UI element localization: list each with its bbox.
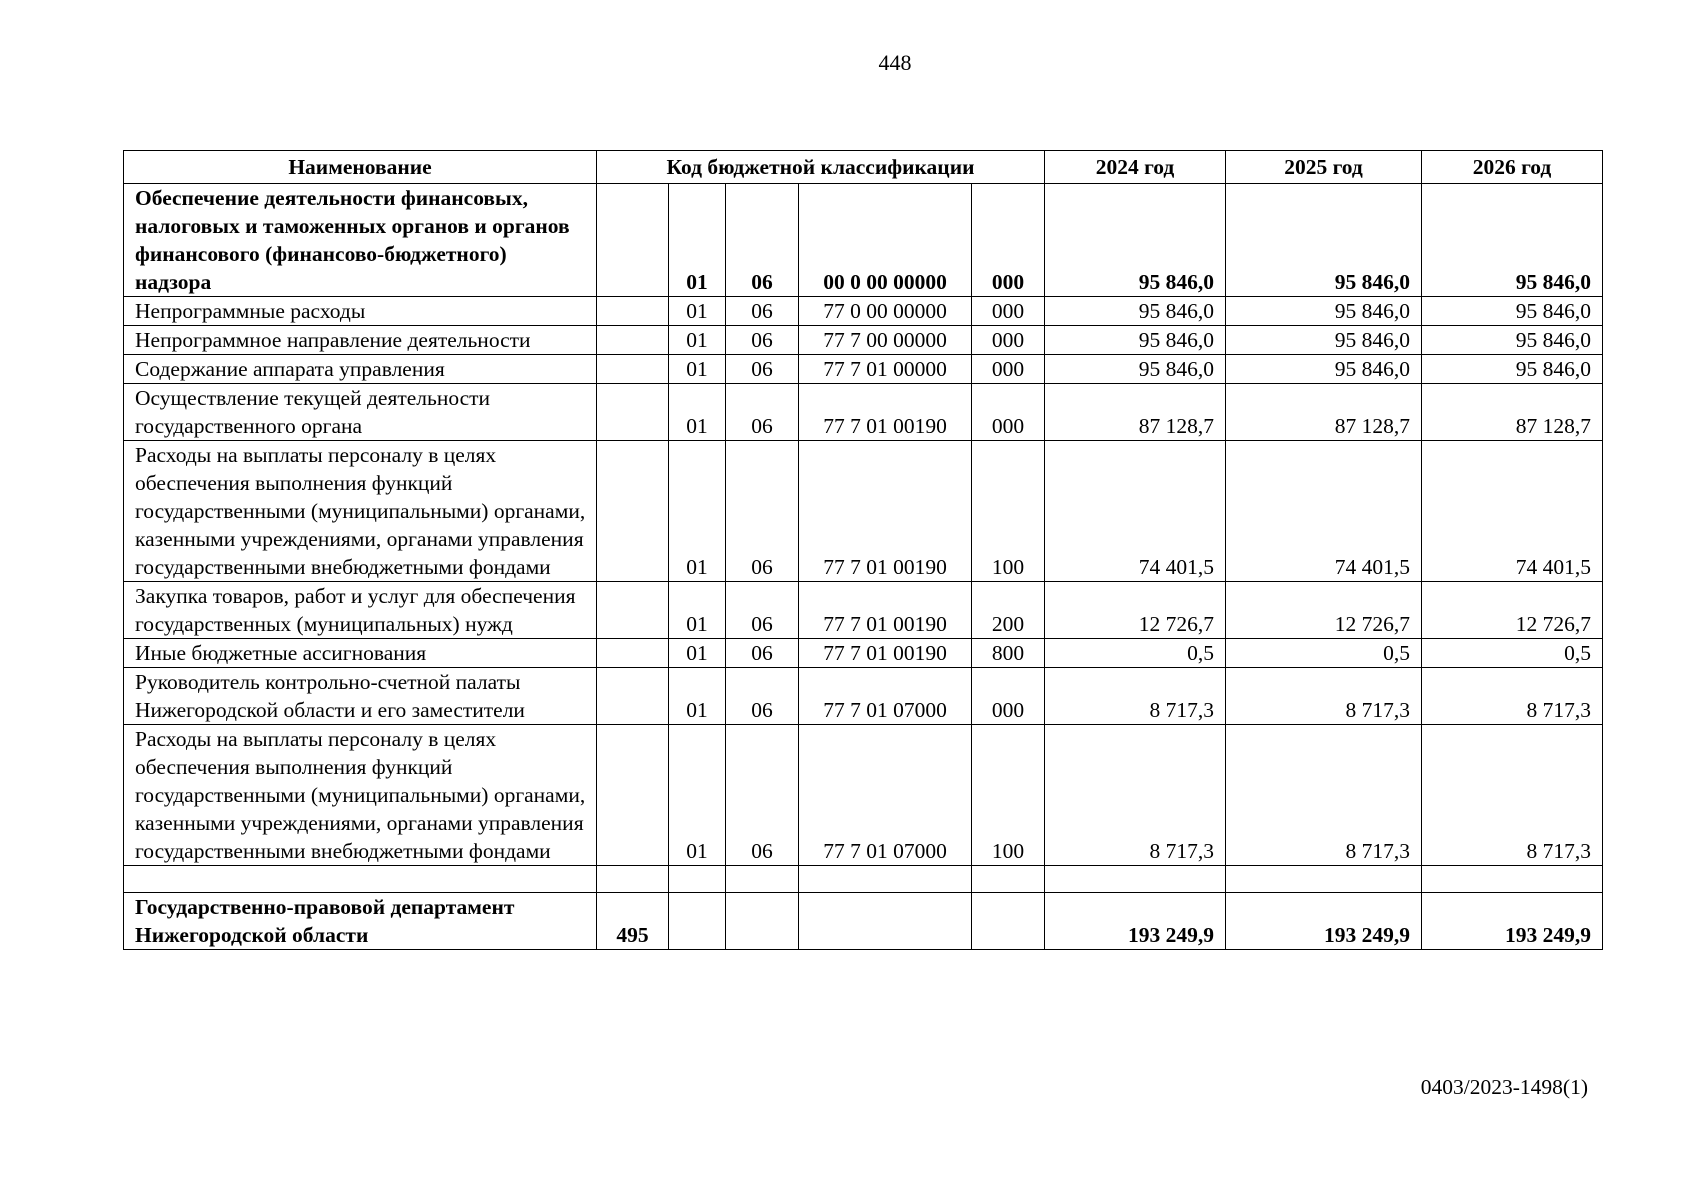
row-amount-2026: 8 717,3: [1422, 668, 1603, 725]
row-amount-2025: 87 128,7: [1226, 384, 1422, 441]
table-row: [124, 384, 1603, 441]
row-amount-2024: 95 846,0: [1045, 297, 1226, 326]
row-amount-2024: 8 717,3: [1045, 725, 1226, 866]
row-name: [124, 866, 597, 893]
row-amount-2025: 193 249,9: [1226, 893, 1422, 950]
table-row: [124, 893, 1603, 950]
row-section-code: 01: [669, 639, 726, 668]
header-2026: 2026 год: [1422, 151, 1603, 184]
row-name: Непрограммные расходы: [124, 297, 597, 326]
row-subsection-code: 06: [726, 384, 799, 441]
row-amount-2025: 8 717,3: [1226, 725, 1422, 866]
table-row: [124, 582, 1603, 639]
table-row: [124, 184, 1603, 297]
row-amount-2026: 95 846,0: [1422, 326, 1603, 355]
row-target-article-code: 77 7 01 00190: [799, 639, 972, 668]
row-expense-type-code: 000: [972, 355, 1045, 384]
row-dept-code: [597, 384, 669, 441]
table-row: [124, 639, 1603, 668]
row-subsection-code: 06: [726, 441, 799, 582]
row-section-code: 01: [669, 582, 726, 639]
budget-table: [123, 150, 1603, 950]
row-name: Закупка товаров, работ и услуг для обеспечения государственных (муниципальных) нужд: [124, 582, 597, 639]
row-name: Обеспечение деятельности финансовых, налоговых и таможенных органов и органов финансового (финансово-бюджетного) надзора: [124, 184, 597, 297]
row-name: Содержание аппарата управления: [124, 355, 597, 384]
row-amount-2025: 95 846,0: [1226, 297, 1422, 326]
row-dept-code: 495: [597, 893, 669, 950]
row-dept-code: [597, 441, 669, 582]
row-name: Осуществление текущей деятельности государственного органа: [124, 384, 597, 441]
table-row: [124, 668, 1603, 725]
row-section-code: 01: [669, 184, 726, 297]
row-amount-2025: [1226, 866, 1422, 893]
row-amount-2025: 95 846,0: [1226, 184, 1422, 297]
row-dept-code: [597, 184, 669, 297]
row-subsection-code: [726, 866, 799, 893]
row-amount-2025: 95 846,0: [1226, 355, 1422, 384]
row-subsection-code: 06: [726, 582, 799, 639]
row-dept-code: [597, 866, 669, 893]
row-amount-2024: 95 846,0: [1045, 184, 1226, 297]
row-amount-2026: 87 128,7: [1422, 384, 1603, 441]
row-amount-2024: 12 726,7: [1045, 582, 1226, 639]
row-name: Руководитель контрольно-счетной палаты Нижегородской области и его заместители: [124, 668, 597, 725]
row-target-article-code: [799, 893, 972, 950]
header-2024: 2024 год: [1045, 151, 1226, 184]
row-amount-2026: 95 846,0: [1422, 355, 1603, 384]
table-row: [124, 355, 1603, 384]
row-expense-type-code: [972, 866, 1045, 893]
row-dept-code: [597, 725, 669, 866]
row-target-article-code: 77 7 01 00000: [799, 355, 972, 384]
row-amount-2024: 87 128,7: [1045, 384, 1226, 441]
row-name: Расходы на выплаты персоналу в целях обеспечения выполнения функций государственными (муниципальными) органами, казенными учреждениями, органами управления государственными внебюджетными фондами: [124, 441, 597, 582]
table-row: [124, 297, 1603, 326]
row-expense-type-code: 000: [972, 184, 1045, 297]
row-expense-type-code: [972, 893, 1045, 950]
row-section-code: 01: [669, 297, 726, 326]
row-amount-2026: 95 846,0: [1422, 184, 1603, 297]
row-section-code: 01: [669, 725, 726, 866]
table-row: [124, 725, 1603, 866]
table-body: [124, 184, 1603, 950]
row-target-article-code: 00 0 00 00000: [799, 184, 972, 297]
table-header-row: [124, 151, 1603, 184]
row-subsection-code: [726, 893, 799, 950]
row-amount-2024: 95 846,0: [1045, 326, 1226, 355]
row-subsection-code: 06: [726, 326, 799, 355]
row-subsection-code: 06: [726, 355, 799, 384]
row-amount-2025: 0,5: [1226, 639, 1422, 668]
row-amount-2025: 95 846,0: [1226, 326, 1422, 355]
row-section-code: [669, 866, 726, 893]
row-dept-code: [597, 355, 669, 384]
page-number: 448: [878, 50, 912, 75]
table-row: [124, 866, 1603, 893]
row-subsection-code: 06: [726, 297, 799, 326]
row-name: Иные бюджетные ассигнования: [124, 639, 597, 668]
row-expense-type-code: 200: [972, 582, 1045, 639]
row-target-article-code: 77 7 01 00190: [799, 582, 972, 639]
row-amount-2024: 95 846,0: [1045, 355, 1226, 384]
row-section-code: 01: [669, 326, 726, 355]
row-name: Непрограммное направление деятельности: [124, 326, 597, 355]
row-expense-type-code: 800: [972, 639, 1045, 668]
row-section-code: 01: [669, 384, 726, 441]
row-amount-2024: 193 249,9: [1045, 893, 1226, 950]
row-amount-2026: 12 726,7: [1422, 582, 1603, 639]
row-target-article-code: 77 7 01 00190: [799, 384, 972, 441]
row-amount-2026: 8 717,3: [1422, 725, 1603, 866]
row-amount-2026: 95 846,0: [1422, 297, 1603, 326]
row-name: Государственно-правовой департамент Нижегородской области: [124, 893, 597, 950]
row-dept-code: [597, 297, 669, 326]
row-subsection-code: 06: [726, 639, 799, 668]
row-expense-type-code: 000: [972, 384, 1045, 441]
table-row: [124, 441, 1603, 582]
row-subsection-code: 06: [726, 668, 799, 725]
row-amount-2024: [1045, 866, 1226, 893]
row-name: Расходы на выплаты персоналу в целях обеспечения выполнения функций государственными (муниципальными) органами, казенными учреждениями, органами управления государственными внебюджетными фондами: [124, 725, 597, 866]
table-row: [124, 326, 1603, 355]
row-expense-type-code: 000: [972, 326, 1045, 355]
row-expense-type-code: 100: [972, 441, 1045, 582]
row-amount-2025: 12 726,7: [1226, 582, 1422, 639]
row-target-article-code: 77 7 01 07000: [799, 725, 972, 866]
header-name: Наименование: [124, 151, 597, 184]
row-dept-code: [597, 582, 669, 639]
row-amount-2025: 74 401,5: [1226, 441, 1422, 582]
row-section-code: 01: [669, 441, 726, 582]
row-section-code: 01: [669, 355, 726, 384]
row-target-article-code: 77 0 00 00000: [799, 297, 972, 326]
row-amount-2026: 193 249,9: [1422, 893, 1603, 950]
row-dept-code: [597, 326, 669, 355]
header-code: Код бюджетной классификации: [597, 151, 1045, 184]
row-section-code: [669, 893, 726, 950]
row-dept-code: [597, 668, 669, 725]
row-amount-2024: 74 401,5: [1045, 441, 1226, 582]
row-expense-type-code: 000: [972, 297, 1045, 326]
row-subsection-code: 06: [726, 725, 799, 866]
row-expense-type-code: 100: [972, 725, 1045, 866]
row-amount-2024: 0,5: [1045, 639, 1226, 668]
row-target-article-code: 77 7 01 00190: [799, 441, 972, 582]
row-amount-2026: 74 401,5: [1422, 441, 1603, 582]
row-target-article-code: 77 7 01 07000: [799, 668, 972, 725]
row-amount-2025: 8 717,3: [1226, 668, 1422, 725]
document-code: 0403/2023-1498(1): [1420, 1075, 1588, 1099]
row-amount-2026: [1422, 866, 1603, 893]
row-subsection-code: 06: [726, 184, 799, 297]
row-amount-2024: 8 717,3: [1045, 668, 1226, 725]
row-amount-2026: 0,5: [1422, 639, 1603, 668]
row-target-article-code: 77 7 00 00000: [799, 326, 972, 355]
row-section-code: 01: [669, 668, 726, 725]
header-2025: 2025 год: [1226, 151, 1422, 184]
row-target-article-code: [799, 866, 972, 893]
row-expense-type-code: 000: [972, 668, 1045, 725]
row-dept-code: [597, 639, 669, 668]
